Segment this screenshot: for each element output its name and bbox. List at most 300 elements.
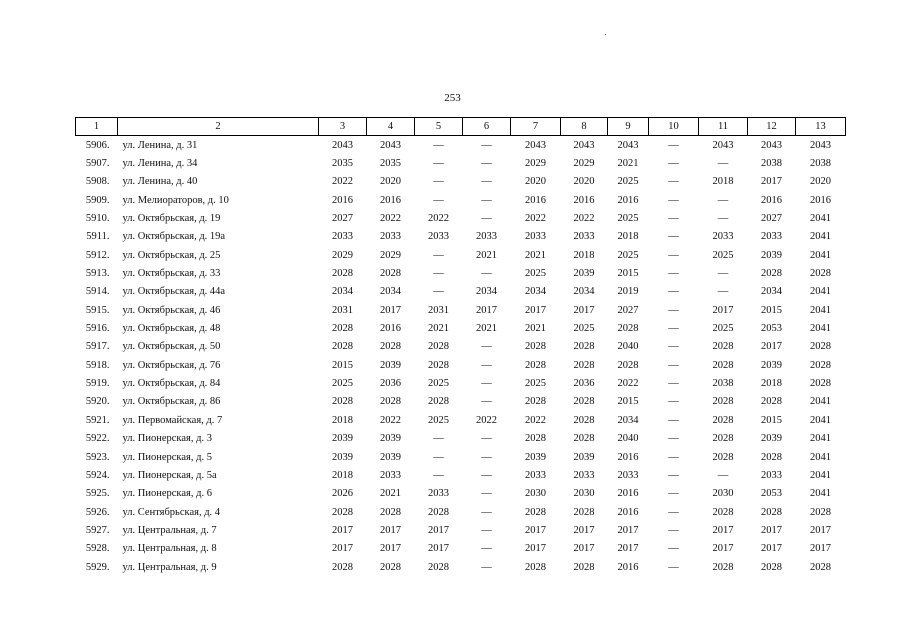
scan-speck bbox=[605, 34, 606, 35]
year-cell-col-5: — bbox=[433, 176, 444, 188]
year-cell-col-3: 2018 bbox=[332, 469, 353, 481]
year-cell-col-9: 2017 bbox=[617, 524, 639, 536]
year-cell-col-9: 2040 bbox=[617, 433, 639, 445]
table-body bbox=[76, 136, 846, 577]
year-cell-col-4: 2028 bbox=[380, 268, 401, 280]
year-cell-col-9: 2043 bbox=[617, 139, 639, 151]
table-row bbox=[76, 319, 846, 337]
year-cell-col-6: — bbox=[481, 378, 492, 390]
year-cell-col-12: 2028 bbox=[761, 268, 782, 280]
table-row bbox=[76, 191, 846, 209]
year-cell-col-6: — bbox=[481, 543, 492, 555]
row-number-cell: 5926. bbox=[85, 506, 110, 518]
year-cell-col-3: 2031 bbox=[332, 304, 353, 316]
year-cell-col-11: 2017 bbox=[712, 524, 734, 536]
year-cell-col-3: 2016 bbox=[332, 194, 353, 206]
year-cell-col-7: 2017 bbox=[525, 524, 546, 536]
year-cell-col-10: — bbox=[668, 433, 679, 445]
year-cell-col-12: 2028 bbox=[761, 396, 782, 408]
year-cell-col-6: — bbox=[481, 561, 492, 573]
address-cell: ул. Октябрьская, д. 46 bbox=[122, 304, 221, 316]
year-cell-col-5: 2022 bbox=[428, 213, 449, 225]
year-cell-col-7: 2017 bbox=[525, 543, 546, 555]
year-cell-col-8: 2029 bbox=[573, 158, 595, 170]
year-cell-col-10: — bbox=[668, 286, 679, 298]
year-cell-col-4: 2016 bbox=[380, 194, 401, 206]
row-number-cell: 5918. bbox=[85, 359, 110, 371]
year-cell-col-8: 2030 bbox=[573, 488, 595, 500]
year-cell-col-8: 2028 bbox=[573, 414, 595, 426]
year-cell-col-5: 2017 bbox=[428, 524, 449, 536]
year-cell-col-5: 2031 bbox=[428, 304, 449, 316]
year-cell-col-5: — bbox=[433, 451, 444, 463]
year-cell-col-12: 2033 bbox=[761, 469, 782, 481]
table-header bbox=[76, 118, 846, 136]
year-cell-col-8: 2039 bbox=[573, 268, 595, 280]
year-cell-col-13: 2041 bbox=[810, 469, 831, 481]
address-cell: ул. Октябрьская, д. 33 bbox=[122, 268, 221, 280]
year-cell-col-4: 2022 bbox=[380, 414, 401, 426]
table-row bbox=[76, 430, 846, 448]
row-number-cell: 5928. bbox=[85, 543, 110, 555]
year-cell-col-11: 2028 bbox=[712, 451, 734, 463]
column-header-7: 7 bbox=[511, 118, 561, 136]
year-cell-col-10: — bbox=[668, 414, 679, 426]
year-cell-col-10: — bbox=[668, 396, 679, 408]
year-cell-col-7: 2028 bbox=[525, 396, 546, 408]
year-cell-col-10: — bbox=[668, 323, 679, 335]
year-cell-col-12: 2027 bbox=[761, 213, 782, 225]
year-cell-col-3: 2029 bbox=[332, 249, 353, 261]
year-cell-col-4: 2028 bbox=[380, 506, 401, 518]
year-cell-col-11: 2017 bbox=[712, 543, 734, 555]
year-cell-col-12: 2028 bbox=[761, 506, 782, 518]
year-cell-col-10: — bbox=[668, 341, 679, 353]
year-cell-col-8: 2017 bbox=[573, 304, 595, 316]
year-cell-col-6: — bbox=[481, 451, 492, 463]
year-cell-col-13: 2041 bbox=[810, 304, 831, 316]
year-cell-col-6: 2033 bbox=[476, 231, 497, 243]
row-number-cell: 5907. bbox=[85, 158, 110, 170]
year-cell-col-12: 2015 bbox=[761, 304, 782, 316]
column-header-4: 4 bbox=[367, 118, 415, 136]
year-cell-col-5: — bbox=[433, 249, 444, 261]
year-cell-col-5: 2033 bbox=[428, 231, 449, 243]
year-cell-col-11: — bbox=[717, 213, 729, 225]
year-cell-col-12: 2039 bbox=[761, 249, 782, 261]
year-cell-col-6: — bbox=[481, 396, 492, 408]
table-row bbox=[76, 173, 846, 191]
table-row bbox=[76, 540, 846, 558]
year-cell-col-4: 2022 bbox=[380, 213, 401, 225]
year-cell-col-13: 2028 bbox=[810, 378, 831, 390]
year-cell-col-3: 2015 bbox=[332, 359, 353, 371]
year-cell-col-5: 2033 bbox=[428, 488, 449, 500]
table-row bbox=[76, 521, 846, 539]
year-cell-col-12: 2017 bbox=[761, 543, 782, 555]
year-cell-col-13: 2041 bbox=[810, 213, 831, 225]
year-cell-col-11: 2025 bbox=[712, 323, 734, 335]
year-cell-col-13: 2043 bbox=[810, 139, 831, 151]
year-cell-col-7: 2034 bbox=[525, 286, 546, 298]
year-cell-col-7: 2028 bbox=[525, 506, 546, 518]
year-cell-col-10: — bbox=[668, 194, 679, 206]
year-cell-col-13: 2017 bbox=[810, 524, 831, 536]
year-cell-col-4: 2017 bbox=[380, 524, 401, 536]
address-cell: ул. Октябрьская, д. 84 bbox=[122, 378, 221, 390]
column-header-10: 10 bbox=[649, 118, 699, 136]
table-row bbox=[76, 356, 846, 374]
address-cell: ул. Мелиораторов, д. 10 bbox=[122, 194, 229, 206]
address-cell: ул. Октябрьская, д. 19 bbox=[122, 213, 221, 225]
year-cell-col-6: — bbox=[481, 469, 492, 481]
table-row bbox=[76, 209, 846, 227]
year-cell-col-4: 2021 bbox=[380, 488, 401, 500]
year-cell-col-7: 2043 bbox=[525, 139, 546, 151]
year-cell-col-4: 2028 bbox=[380, 396, 401, 408]
address-cell: ул. Октябрьская, д. 48 bbox=[122, 323, 221, 335]
year-cell-col-5: 2025 bbox=[428, 414, 449, 426]
year-cell-col-4: 2017 bbox=[380, 543, 401, 555]
column-header-8: 8 bbox=[561, 118, 608, 136]
year-cell-col-6: 2021 bbox=[476, 323, 497, 335]
row-number-cell: 5914. bbox=[85, 286, 110, 298]
address-cell: ул. Октябрьская, д. 86 bbox=[122, 396, 221, 408]
year-cell-col-8: 2033 bbox=[573, 469, 595, 481]
year-cell-col-3: 2028 bbox=[332, 506, 353, 518]
year-cell-col-12: 2028 bbox=[761, 561, 782, 573]
column-header-3: 3 bbox=[319, 118, 367, 136]
year-cell-col-11: 2028 bbox=[712, 359, 734, 371]
year-cell-col-13: 2028 bbox=[810, 561, 831, 573]
year-cell-col-3: 2017 bbox=[332, 524, 353, 536]
row-number-cell: 5909. bbox=[85, 194, 110, 206]
year-cell-col-9: 2016 bbox=[617, 506, 639, 518]
year-cell-col-6: 2022 bbox=[476, 414, 497, 426]
year-cell-col-6: — bbox=[481, 176, 492, 188]
year-cell-col-13: 2041 bbox=[810, 286, 831, 298]
year-cell-col-6: — bbox=[481, 524, 492, 536]
year-cell-col-12: 2016 bbox=[761, 194, 782, 206]
row-number-cell: 5923. bbox=[85, 451, 110, 463]
year-cell-col-13: 2028 bbox=[810, 506, 831, 518]
year-cell-col-3: 2033 bbox=[332, 231, 353, 243]
year-cell-col-4: 2039 bbox=[380, 451, 401, 463]
year-cell-col-8: 2020 bbox=[573, 176, 595, 188]
table-row bbox=[76, 301, 846, 319]
year-cell-col-8: 2018 bbox=[573, 249, 595, 261]
year-cell-col-4: 2034 bbox=[380, 286, 401, 298]
row-number-cell: 5925. bbox=[85, 488, 110, 500]
year-cell-col-10: — bbox=[668, 158, 679, 170]
year-cell-col-11: 2025 bbox=[712, 249, 734, 261]
column-header-2: 2 bbox=[118, 118, 319, 136]
year-cell-col-9: 2022 bbox=[617, 378, 639, 390]
row-number-cell: 5912. bbox=[85, 249, 110, 261]
year-cell-col-8: 2028 bbox=[573, 396, 595, 408]
year-cell-col-13: 2028 bbox=[810, 268, 831, 280]
column-header-13: 13 bbox=[796, 118, 846, 136]
row-number-cell: 5920. bbox=[85, 396, 110, 408]
year-cell-col-5: 2028 bbox=[428, 341, 449, 353]
address-cell: ул. Пионерская, д. 5а bbox=[122, 469, 217, 481]
year-cell-col-4: 2028 bbox=[380, 561, 401, 573]
year-cell-col-7: 2033 bbox=[525, 469, 546, 481]
year-cell-col-11: 2033 bbox=[712, 231, 734, 243]
table-row bbox=[76, 246, 846, 264]
year-cell-col-7: 2021 bbox=[525, 249, 546, 261]
row-number-cell: 5921. bbox=[85, 414, 110, 426]
address-cell: ул. Октябрьская, д. 25 bbox=[122, 249, 221, 261]
year-cell-col-12: 2039 bbox=[761, 433, 782, 445]
year-cell-col-3: 2028 bbox=[332, 341, 353, 353]
year-cell-col-12: 2017 bbox=[761, 524, 782, 536]
year-cell-col-13: 2017 bbox=[810, 543, 831, 555]
year-cell-col-11: 2017 bbox=[712, 304, 734, 316]
year-cell-col-5: — bbox=[433, 268, 444, 280]
year-cell-col-6: — bbox=[481, 341, 492, 353]
table-row bbox=[76, 485, 846, 503]
year-cell-col-9: 2040 bbox=[617, 341, 639, 353]
year-cell-col-12: 2017 bbox=[761, 341, 782, 353]
year-cell-col-7: 2028 bbox=[525, 341, 546, 353]
year-cell-col-10: — bbox=[668, 139, 679, 151]
year-cell-col-10: — bbox=[668, 231, 679, 243]
year-cell-col-5: 2021 bbox=[428, 323, 449, 335]
register-table bbox=[75, 117, 846, 576]
column-header-6: 6 bbox=[463, 118, 511, 136]
year-cell-col-3: 2026 bbox=[332, 488, 353, 500]
table-row bbox=[76, 338, 846, 356]
year-cell-col-10: — bbox=[668, 359, 679, 371]
year-cell-col-8: 2036 bbox=[573, 378, 595, 390]
year-cell-col-5: — bbox=[433, 139, 444, 151]
year-cell-col-4: 2043 bbox=[380, 139, 401, 151]
year-cell-col-3: 2035 bbox=[332, 158, 353, 170]
year-cell-col-11: 2028 bbox=[712, 414, 734, 426]
year-cell-col-9: 2016 bbox=[617, 561, 639, 573]
year-cell-col-10: — bbox=[668, 213, 679, 225]
address-cell: ул. Первомайская, д. 7 bbox=[122, 414, 223, 426]
year-cell-col-8: 2039 bbox=[573, 451, 595, 463]
year-cell-col-13: 2028 bbox=[810, 341, 831, 353]
row-number-cell: 5922. bbox=[85, 433, 110, 445]
year-cell-col-9: 2028 bbox=[617, 359, 639, 371]
year-cell-col-7: 2028 bbox=[525, 433, 546, 445]
year-cell-col-9: 2015 bbox=[617, 268, 639, 280]
year-cell-col-11: — bbox=[717, 158, 729, 170]
year-cell-col-6: — bbox=[481, 158, 492, 170]
year-cell-col-8: 2017 bbox=[573, 524, 595, 536]
year-cell-col-13: 2041 bbox=[810, 451, 831, 463]
year-cell-col-6: — bbox=[481, 213, 492, 225]
table-row bbox=[76, 393, 846, 411]
year-cell-col-9: 2025 bbox=[617, 213, 639, 225]
year-cell-col-10: — bbox=[668, 488, 679, 500]
year-cell-col-11: — bbox=[717, 268, 729, 280]
year-cell-col-12: 2033 bbox=[761, 231, 782, 243]
year-cell-col-7: 2025 bbox=[525, 378, 546, 390]
column-header-11: 11 bbox=[699, 118, 748, 136]
year-cell-col-7: 2022 bbox=[525, 213, 546, 225]
year-cell-col-11: — bbox=[717, 194, 729, 206]
year-cell-col-13: 2020 bbox=[810, 176, 831, 188]
year-cell-col-5: — bbox=[433, 158, 444, 170]
year-cell-col-7: 2033 bbox=[525, 231, 546, 243]
year-cell-col-5: 2025 bbox=[428, 378, 449, 390]
year-cell-col-13: 2028 bbox=[810, 359, 831, 371]
year-cell-col-7: 2029 bbox=[525, 158, 546, 170]
year-cell-col-8: 2016 bbox=[573, 194, 595, 206]
year-cell-col-9: 2018 bbox=[617, 231, 639, 243]
column-header-1: 1 bbox=[76, 118, 118, 136]
year-cell-col-7: 2017 bbox=[525, 304, 546, 316]
year-cell-col-7: 2039 bbox=[525, 451, 546, 463]
year-cell-col-12: 2053 bbox=[761, 488, 782, 500]
year-cell-col-7: 2021 bbox=[525, 323, 546, 335]
year-cell-col-4: 2028 bbox=[380, 341, 401, 353]
year-cell-col-8: 2034 bbox=[573, 286, 595, 298]
row-number-cell: 5927. bbox=[85, 524, 110, 536]
year-cell-col-9: 2019 bbox=[617, 286, 639, 298]
year-cell-col-3: 2018 bbox=[332, 414, 353, 426]
year-cell-col-10: — bbox=[668, 249, 679, 261]
year-cell-col-13: 2041 bbox=[810, 323, 831, 335]
year-cell-col-9: 2025 bbox=[617, 176, 639, 188]
year-cell-col-9: 2028 bbox=[617, 323, 639, 335]
year-cell-col-6: 2034 bbox=[476, 286, 497, 298]
table-row bbox=[76, 448, 846, 466]
year-cell-col-12: 2039 bbox=[761, 359, 782, 371]
year-cell-col-10: — bbox=[668, 378, 679, 390]
year-cell-col-3: 2028 bbox=[332, 323, 353, 335]
year-cell-col-4: 2039 bbox=[380, 359, 401, 371]
column-header-12: 12 bbox=[748, 118, 796, 136]
year-cell-col-10: — bbox=[668, 469, 679, 481]
year-cell-col-8: 2022 bbox=[573, 213, 595, 225]
year-cell-col-5: — bbox=[433, 194, 444, 206]
year-cell-col-6: — bbox=[481, 268, 492, 280]
year-cell-col-10: — bbox=[668, 304, 679, 316]
row-number-cell: 5917. bbox=[85, 341, 110, 353]
address-cell: ул. Октябрьская, д. 44а bbox=[122, 286, 226, 298]
year-cell-col-9: 2017 bbox=[617, 543, 639, 555]
year-cell-col-3: 2022 bbox=[332, 176, 353, 188]
year-cell-col-6: — bbox=[481, 488, 492, 500]
year-cell-col-6: 2017 bbox=[476, 304, 497, 316]
year-cell-col-6: — bbox=[481, 506, 492, 518]
year-cell-col-6: — bbox=[481, 139, 492, 151]
year-cell-col-8: 2017 bbox=[573, 543, 595, 555]
year-cell-col-8: 2028 bbox=[573, 433, 595, 445]
year-cell-col-5: — bbox=[433, 286, 444, 298]
year-cell-col-11: 2028 bbox=[712, 396, 734, 408]
year-cell-col-5: 2028 bbox=[428, 506, 449, 518]
year-cell-col-10: — bbox=[668, 176, 679, 188]
address-cell: ул. Пионерская, д. 5 bbox=[122, 451, 212, 463]
year-cell-col-4: 2039 bbox=[380, 433, 401, 445]
year-cell-col-13: 2016 bbox=[810, 194, 831, 206]
year-cell-col-9: 2034 bbox=[617, 414, 639, 426]
year-cell-col-4: 2016 bbox=[380, 323, 401, 335]
year-cell-col-8: 2028 bbox=[573, 359, 595, 371]
table-row bbox=[76, 228, 846, 246]
year-cell-col-10: — bbox=[668, 524, 679, 536]
year-cell-col-11: 2028 bbox=[712, 341, 734, 353]
year-cell-col-10: — bbox=[668, 561, 679, 573]
year-cell-col-5: 2017 bbox=[428, 543, 449, 555]
year-cell-col-10: — bbox=[668, 543, 679, 555]
year-cell-col-12: 2043 bbox=[761, 139, 782, 151]
year-cell-col-7: 2022 bbox=[525, 414, 546, 426]
year-cell-col-11: 2028 bbox=[712, 506, 734, 518]
year-cell-col-8: 2028 bbox=[573, 341, 595, 353]
year-cell-col-8: 2043 bbox=[573, 139, 595, 151]
year-cell-col-3: 2039 bbox=[332, 451, 353, 463]
row-number-cell: 5913. bbox=[85, 268, 110, 280]
year-cell-col-13: 2041 bbox=[810, 231, 831, 243]
year-cell-col-11: — bbox=[717, 286, 729, 298]
address-cell: ул. Ленина, д. 31 bbox=[122, 139, 198, 151]
year-cell-col-11: 2030 bbox=[712, 488, 734, 500]
page-number: 253 bbox=[444, 92, 461, 104]
year-cell-col-4: 2020 bbox=[380, 176, 401, 188]
year-cell-col-9: 2021 bbox=[617, 158, 639, 170]
row-number-cell: 5915. bbox=[85, 304, 110, 316]
address-cell: ул. Октябрьская, д. 19а bbox=[122, 231, 226, 243]
row-number-cell: 5929. bbox=[85, 561, 110, 573]
year-cell-col-4: 2029 bbox=[380, 249, 401, 261]
column-header-9: 9 bbox=[608, 118, 649, 136]
address-cell: ул. Ленина, д. 34 bbox=[122, 158, 198, 170]
year-cell-col-12: 2015 bbox=[761, 414, 782, 426]
year-cell-col-13: 2038 bbox=[810, 158, 831, 170]
year-cell-col-5: 2028 bbox=[428, 359, 449, 371]
year-cell-col-10: — bbox=[668, 268, 679, 280]
address-cell: ул. Центральная, д. 7 bbox=[122, 524, 217, 536]
year-cell-col-13: 2041 bbox=[810, 414, 831, 426]
year-cell-col-7: 2020 bbox=[525, 176, 546, 188]
year-cell-col-6: — bbox=[481, 359, 492, 371]
year-cell-col-12: 2038 bbox=[761, 158, 782, 170]
year-cell-col-8: 2033 bbox=[573, 231, 595, 243]
year-cell-col-3: 2027 bbox=[332, 213, 353, 225]
year-cell-col-9: 2027 bbox=[617, 304, 639, 316]
year-cell-col-3: 2017 bbox=[332, 543, 353, 555]
year-cell-col-4: 2017 bbox=[380, 304, 401, 316]
year-cell-col-6: 2021 bbox=[476, 249, 497, 261]
year-cell-col-8: 2028 bbox=[573, 561, 595, 573]
year-cell-col-6: — bbox=[481, 194, 492, 206]
table-row bbox=[76, 374, 846, 392]
year-cell-col-9: 2016 bbox=[617, 194, 639, 206]
year-cell-col-11: 2038 bbox=[712, 378, 734, 390]
row-number-cell: 5908. bbox=[85, 176, 110, 188]
year-cell-col-11: — bbox=[717, 469, 729, 481]
year-cell-col-3: 2028 bbox=[332, 268, 353, 280]
column-header-5: 5 bbox=[415, 118, 463, 136]
year-cell-col-7: 2016 bbox=[525, 194, 546, 206]
year-cell-col-9: 2025 bbox=[617, 249, 639, 261]
address-cell: ул. Октябрьская, д. 50 bbox=[122, 341, 221, 353]
year-cell-col-13: 2041 bbox=[810, 249, 831, 261]
year-cell-col-8: 2028 bbox=[573, 506, 595, 518]
year-cell-col-3: 2039 bbox=[332, 433, 353, 445]
row-number-cell: 5916. bbox=[85, 323, 110, 335]
row-number-cell: 5911. bbox=[86, 231, 110, 243]
year-cell-col-5: — bbox=[433, 469, 444, 481]
table-row bbox=[76, 136, 846, 155]
